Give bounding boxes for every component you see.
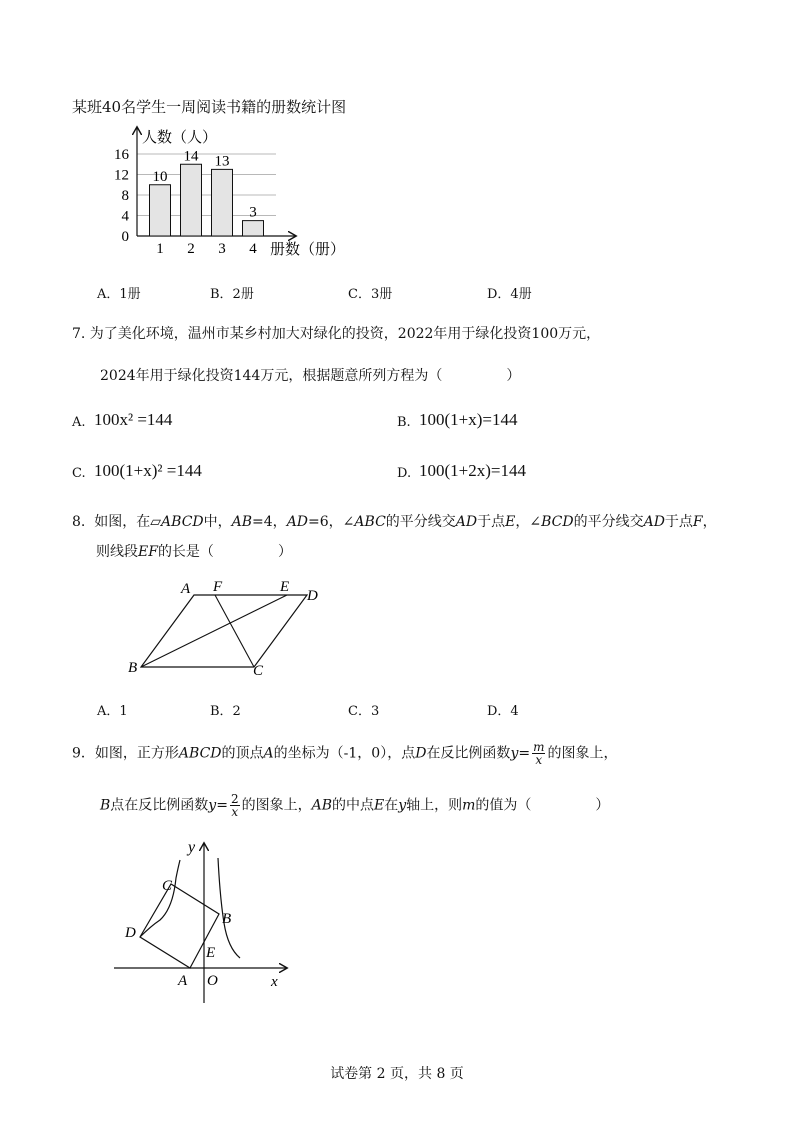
q6-option-c[interactable]: C．3册 xyxy=(348,287,393,302)
y-tick-label: 0 xyxy=(121,229,129,245)
q7-text-line2: 2024年用于绿化投资144万元，根据题意所列方程为（ ） xyxy=(100,368,521,384)
y-tick-label: 12 xyxy=(114,167,129,184)
label-b: B xyxy=(128,660,138,676)
q7-option-b-letter[interactable]: B. xyxy=(397,415,411,430)
q7-option-d-expr: 100(1+2x)=144 xyxy=(419,461,526,480)
label-b: B xyxy=(222,911,232,927)
data-label-2: 14 xyxy=(183,148,199,165)
x-tick-label: 1 xyxy=(156,241,164,257)
fraction-2-over-x: $\frac{2}{x}$ xyxy=(230,792,239,819)
q6-option-a[interactable]: A．1册 xyxy=(97,287,141,302)
q8-text-line2: 则线段EF的长是（ ） xyxy=(96,544,292,560)
bisector-be xyxy=(141,595,287,667)
q7-text-line1: 7. 为了美化环境，温州市某乡村加大对绿化的投资，2022年用于绿化投资100万元， xyxy=(72,326,601,342)
bar-chart xyxy=(100,122,360,262)
q8-option-b[interactable]: B．2 xyxy=(210,704,241,719)
q7-option-d-letter[interactable]: D. xyxy=(397,466,412,481)
x-axis-label: 册数（册） xyxy=(270,242,346,258)
q6-option-d[interactable]: D．4册 xyxy=(487,287,532,302)
label-a: A xyxy=(178,973,188,989)
q8-option-c[interactable]: C．3 xyxy=(348,704,380,719)
label-f: F xyxy=(213,579,223,595)
bar-4 xyxy=(243,221,264,236)
y-tick-label: 4 xyxy=(121,208,129,225)
q7-option-a-letter[interactable]: A. xyxy=(72,415,86,430)
x-tick-label: 2 xyxy=(187,241,195,257)
label-d: D xyxy=(125,925,136,941)
bar-3 xyxy=(212,169,233,236)
q7-option-b-expr: 100(1+x)=144 xyxy=(419,410,518,429)
curve-m-over-x xyxy=(140,860,180,937)
bar-2 xyxy=(181,164,202,236)
label-o: O xyxy=(207,973,218,989)
q8-parallelogram-figure xyxy=(120,575,340,685)
label-y: y xyxy=(188,839,196,856)
data-label-3: 13 xyxy=(214,153,230,170)
q9-coordinate-figure xyxy=(108,838,298,1008)
q9-text-line1: 9．如图，正方形ABCD的顶点A的坐标为（-1，0），点D在反比例函数y= $\frac{m}{x}$ 的图象上， xyxy=(72,740,618,767)
y-tick-label: 8 xyxy=(121,188,129,204)
y-tick-label: 16 xyxy=(114,147,129,163)
chart-title: 某班40名学生一周阅读书籍的册数统计图 xyxy=(72,98,347,116)
q6-option-b[interactable]: B．2册 xyxy=(210,287,254,302)
label-e: E xyxy=(206,945,216,961)
q8-option-a[interactable]: A．1 xyxy=(97,704,128,719)
label-c: C xyxy=(162,878,173,894)
page-footer: 试卷第 2 页，共 8 页 xyxy=(330,1066,464,1082)
label-a: A xyxy=(181,581,191,597)
fraction-m-over-x: $\frac{m}{x}$ xyxy=(533,740,545,767)
bisector-cf xyxy=(215,595,254,667)
label-e: E xyxy=(280,579,290,595)
q8-text-line1: 8. 如图，在▱ABCD中，AB=4，AD=6，∠ABC的平分线交AD于点E，∠BCD的平分线交AD于点F， xyxy=(72,514,717,530)
curve-2-over-x xyxy=(218,858,240,958)
label-x: x xyxy=(271,974,278,990)
parallelogram-abcd xyxy=(141,595,307,667)
q7-option-c-letter[interactable]: C. xyxy=(72,466,86,481)
x-tick-label: 4 xyxy=(249,241,257,257)
q8-option-d[interactable]: D．4 xyxy=(487,704,519,719)
q9-text-line2: B点在反比例函数y= $\frac{2}{x}$ 的图象上，AB的中点E在y轴上，则m的值为（ ） xyxy=(100,792,610,819)
x-tick-label: 3 xyxy=(218,241,226,257)
q7-option-a-expr: 100x² =144 xyxy=(94,410,173,429)
bar-1 xyxy=(150,185,171,236)
data-label-4: 3 xyxy=(249,204,257,221)
data-label-1: 10 xyxy=(152,168,168,185)
label-d: D xyxy=(307,588,318,604)
q7-option-c-expr: 100(1+x)² =144 xyxy=(94,461,202,480)
label-c: C xyxy=(253,663,264,679)
y-axis-label: 人数（人） xyxy=(142,130,218,146)
